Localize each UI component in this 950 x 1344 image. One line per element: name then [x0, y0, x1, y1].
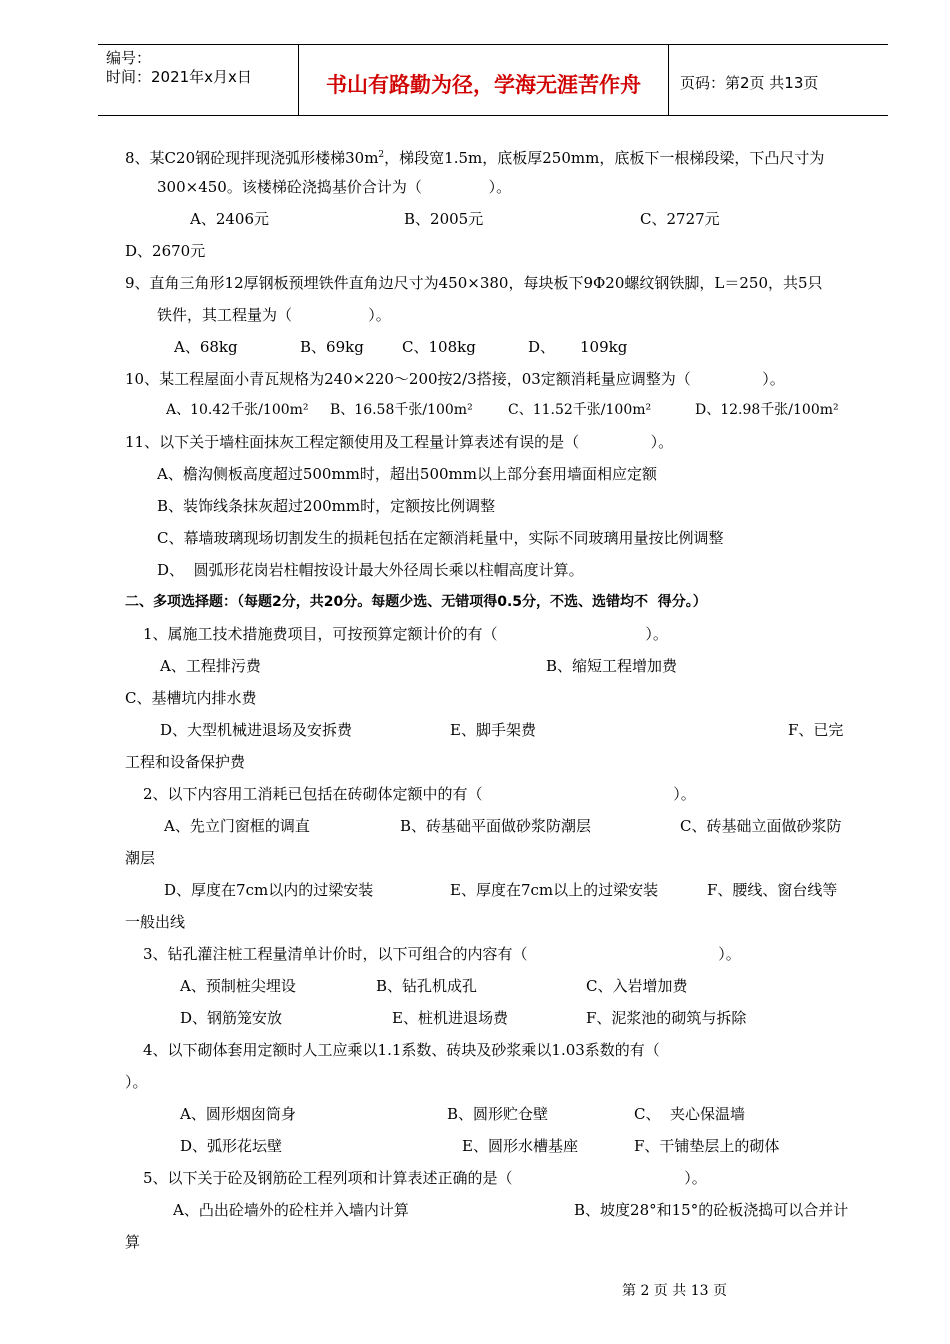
option-continued: 潮层: [125, 849, 156, 867]
option: E、圆形水槽基座: [462, 1137, 578, 1155]
option: F、泥浆池的砌筑与拆除: [586, 1009, 747, 1027]
header-meta: [106, 49, 252, 87]
option: B、2005元: [404, 210, 484, 228]
option: D、大型机械进退场及安拆费: [160, 721, 353, 739]
multi-question-4: 4、以下砌体套用定额时人工应乘以1.1系数、砖块及砂浆乘以1.03系数的有（: [143, 1041, 660, 1059]
option: D、2670元: [125, 242, 206, 260]
question-8: 8、某C20钢砼现拌现浇弧形楼梯$30m^2$，梯段宽1.5m，底板厚250mm，底板下一根梯段梁，下凸尺寸为: [125, 149, 825, 167]
header-divider: [668, 45, 669, 115]
option: B、钻孔机成孔: [376, 977, 478, 995]
option: A、68kg: [174, 338, 238, 356]
option: A、2406元: [190, 210, 270, 228]
option-continued: 工程和设备保护费: [125, 753, 246, 771]
option: B、装饰线条抹灰超过200mm时，定额按比例调整: [157, 497, 496, 515]
question-11: 11、以下关于墙柱面抹灰工程定额使用及工程量计算表述有误的是（ ）。: [125, 433, 674, 451]
option: E、厚度在7cm以上的过梁安装: [450, 881, 659, 899]
option: C、幕墙玻璃现场切割发生的损耗包括在定额消耗量中，实际不同玻璃用量按比例调整: [157, 529, 724, 547]
option: A、檐沟侧板高度超过500mm时，超出500mm以上部分套用墙面相应定额: [157, 465, 657, 483]
question-9: 9、直角三角形12厚钢板预埋铁件直角边尺寸为450×380，每块板下9Φ20螺纹钢铁脚，L＝250，共5只: [125, 274, 823, 292]
option: A、预制桩尖埋设: [180, 977, 296, 995]
option: D、弧形花坛壁: [180, 1137, 283, 1155]
option: C、基槽坑内排水费: [125, 689, 257, 707]
option: E、脚手架费: [450, 721, 536, 739]
option: B、圆形贮仓壁: [447, 1105, 549, 1123]
option: C、2727元: [640, 210, 720, 228]
option: D、12.98千张/100m²: [695, 402, 839, 418]
multi-question-4-line2: ）。: [125, 1073, 148, 1091]
option: D、 圆弧形花岗岩柱帽按设计最大外径周长乘以柱帽高度计算。: [157, 561, 584, 579]
header-motto: 书山有路勤为径，学海无涯苦作舟: [326, 73, 641, 97]
option: A、10.42千张/100m²: [166, 402, 309, 418]
multi-question-5: 5、以下关于砼及钢筋砼工程列项和计算表述正确的是（ ）。: [143, 1169, 707, 1187]
option: E、桩机进退场费: [392, 1009, 508, 1027]
question-10: 10、某工程屋面小青瓦规格为240×220～200按2/3搭接，03定额消耗量应调整为（ ）。: [125, 370, 785, 388]
question-8-line2: 300×450。该楼梯砼浇捣基价合计为（ ）。: [157, 178, 512, 196]
option: C、11.52千张/100m²: [508, 402, 652, 418]
option: A、先立门窗框的调直: [164, 817, 310, 835]
option-continued: 算: [125, 1233, 141, 1251]
page-header: [98, 44, 888, 116]
option: C、 夹心保温墙: [634, 1105, 746, 1123]
option: B、16.58千张/100m²: [330, 402, 473, 418]
option: C、砖基础立面做砂浆防: [680, 817, 842, 835]
option: C、108kg: [402, 338, 476, 356]
option: B、砖基础平面做砂浆防潮层: [400, 817, 592, 835]
option: A、圆形烟囱筒身: [180, 1105, 296, 1123]
page-footer: 第 2 页 共 13 页: [622, 1283, 727, 1299]
option: A、凸出砼墙外的砼柱并入墙内计算: [173, 1201, 409, 1219]
option: B、69kg: [300, 338, 364, 356]
option: A、工程排污费: [160, 657, 261, 675]
multi-question-1: 1、属施工技术措施费项目，可按预算定额计价的有（ ）。: [143, 625, 668, 643]
option-continued: 一般出线: [125, 913, 186, 931]
option: B、坡度28°和15°的砼板浇捣可以合并计: [574, 1201, 849, 1219]
option: F、干铺垫层上的砌体: [634, 1137, 780, 1155]
number-label: 编号：: [106, 49, 152, 67]
section-heading: 二、多项选择题：（每题2分，共20分。每题少选、无错项得0.5分，不选、选错均不 得分。）: [125, 594, 707, 610]
option: D、: [528, 338, 556, 356]
option: F、已完: [788, 721, 844, 739]
option: C、入岩增加费: [586, 977, 688, 995]
multi-question-2: 2、以下内容用工消耗已包括在砖砌体定额中的有（ ）。: [143, 785, 696, 803]
option: F、腰线、窗台线等: [707, 881, 838, 899]
option-value: 109kg: [580, 338, 628, 356]
question-9-line2: 铁件，其工程量为（ ）。: [157, 306, 391, 324]
header-page-info: 页码：第2页 共13页: [680, 74, 819, 92]
option: B、缩短工程增加费: [546, 657, 678, 675]
multi-question-3: 3、钻孔灌注桩工程量清单计价时，以下可组合的内容有（ ）。: [143, 945, 741, 963]
option: D、钢筋笼安放: [180, 1009, 283, 1027]
option: D、厚度在7cm以内的过梁安装: [164, 881, 374, 899]
time-label: 时间：2021年x月x日: [106, 68, 252, 86]
